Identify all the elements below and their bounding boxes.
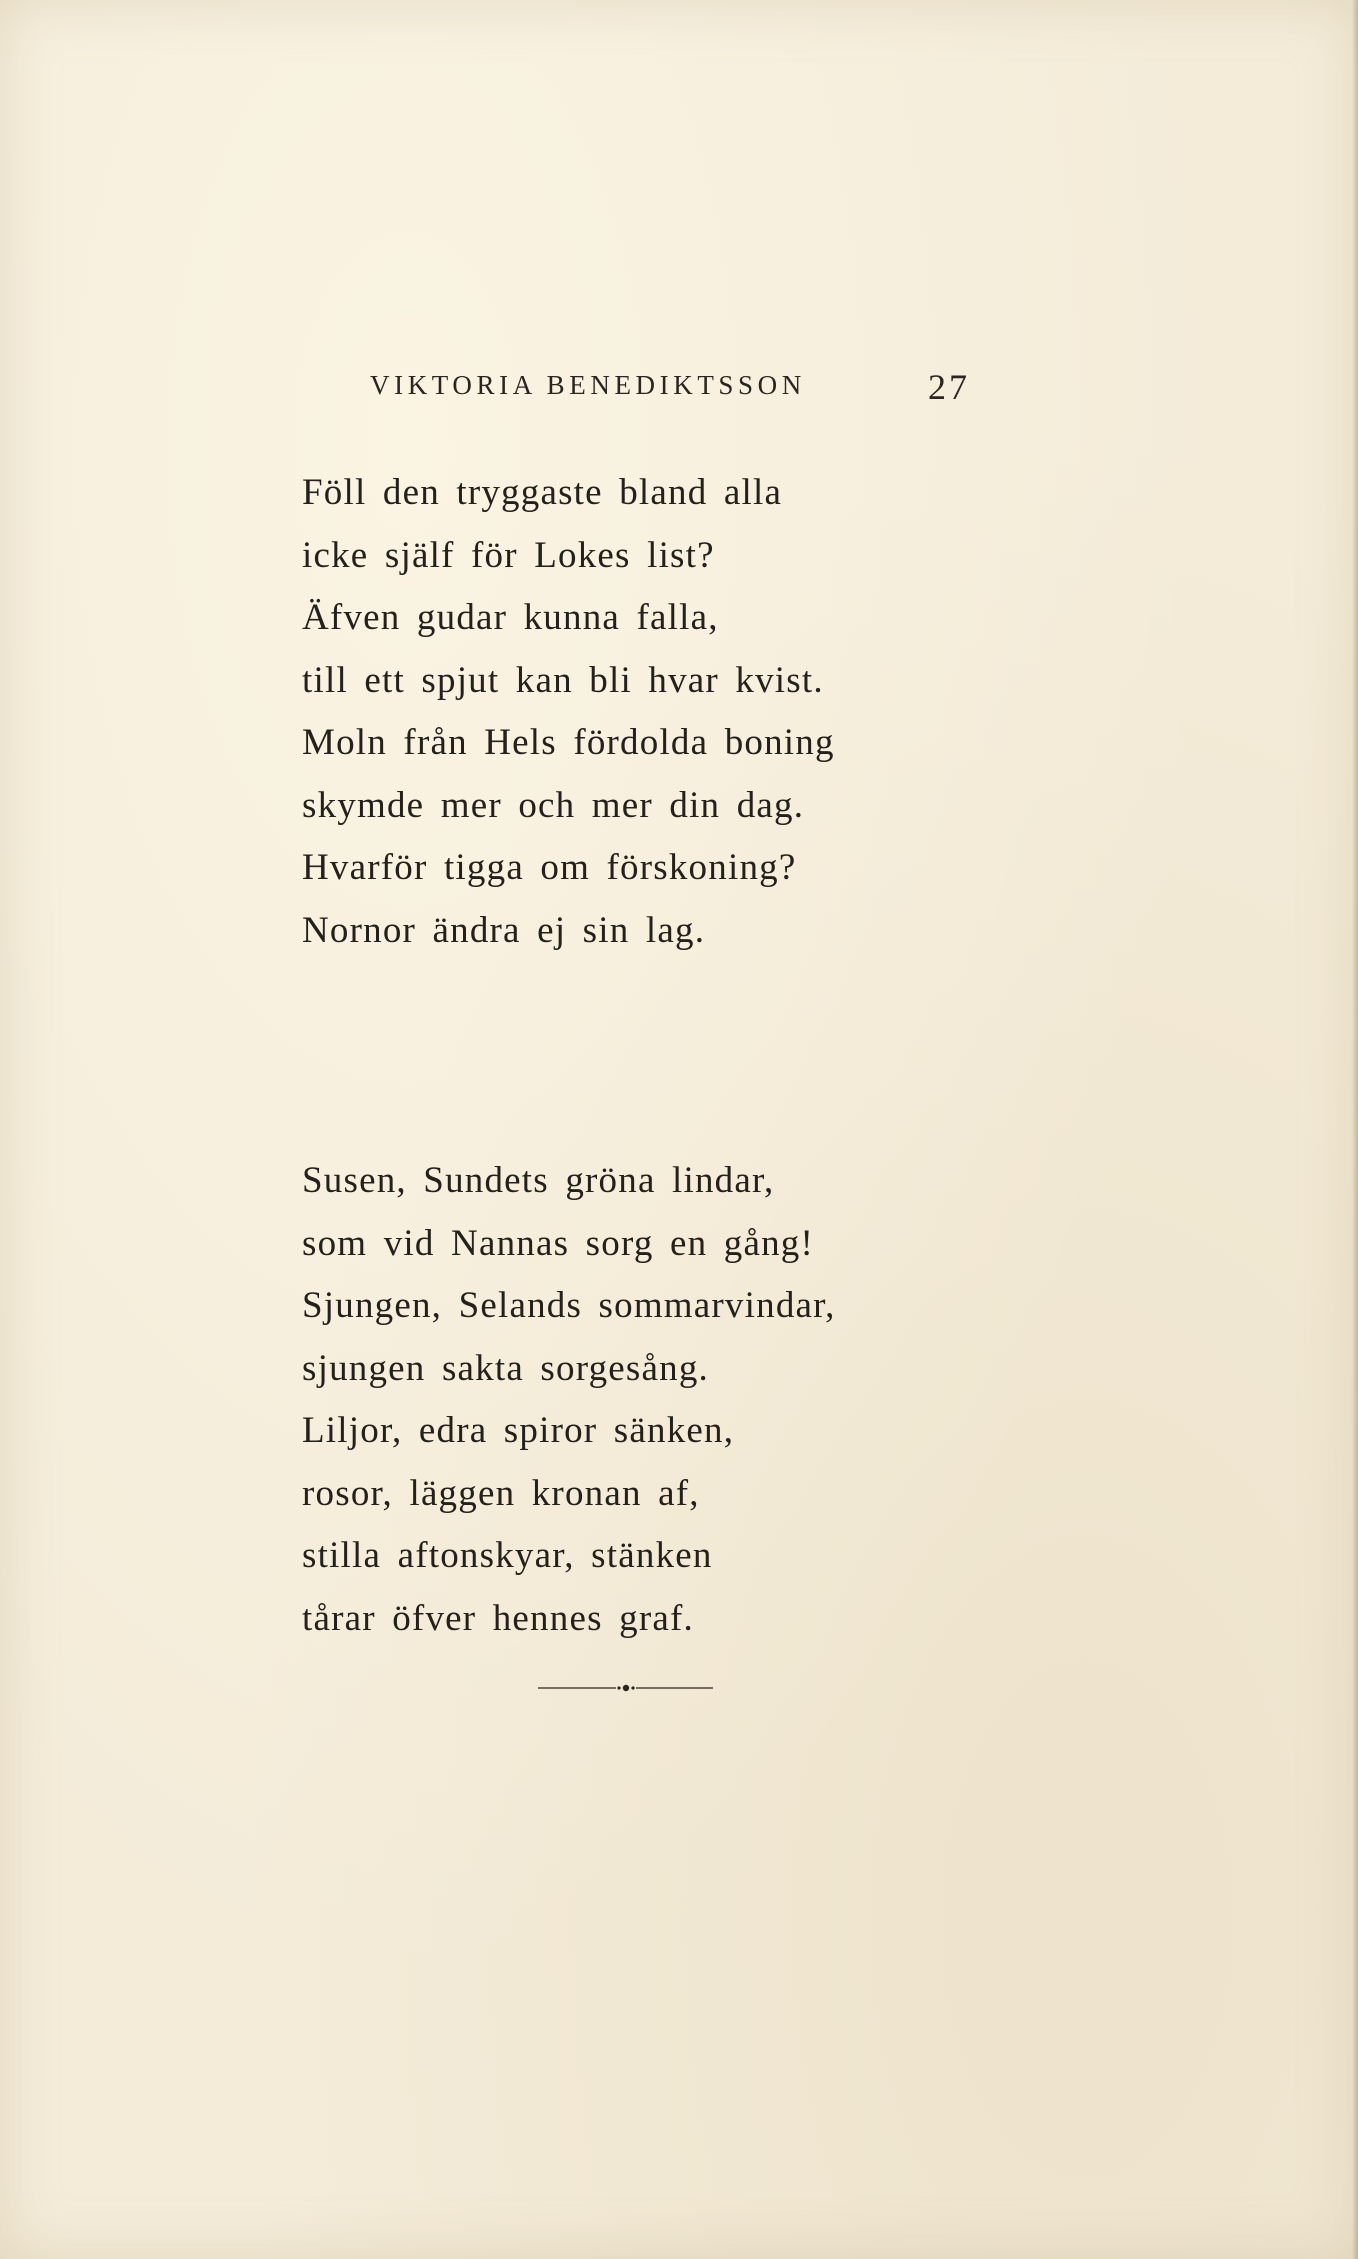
- poem-line: Susen, Sundets gröna lindar,: [302, 1160, 775, 1201]
- poem-line: Föll den tryggaste bland alla: [302, 472, 783, 513]
- poem-stanza-2: [302, 1150, 836, 1650]
- rule-with-dots-ornament-icon: [538, 1678, 713, 1698]
- poem-line: som vid Nannas sorg en gång!: [302, 1222, 814, 1264]
- poem-line: Hvarför tigga om förskoning?: [302, 847, 797, 888]
- poem-line: Liljor, edra spiror sänken,: [302, 1410, 735, 1451]
- running-head-author: VIKTORIA BENEDIKTSSON: [370, 370, 806, 400]
- poem-stanza-1: [302, 462, 835, 962]
- running-head: [370, 366, 970, 416]
- page-edge-shadow: [1352, 0, 1358, 2259]
- poem-line: stilla aftonskyar, stänken: [302, 1535, 713, 1576]
- poem-line: rosor, läggen kronan af,: [302, 1472, 700, 1514]
- poem-line: Sjungen, Selands sommarvindar,: [302, 1285, 836, 1326]
- poem-line: till ett spjut kan bli hvar kvist.: [302, 659, 824, 701]
- poem-line: Moln från Hels fördolda boning: [302, 722, 835, 763]
- poem-line: tårar öfver hennes graf.: [302, 1597, 694, 1639]
- poem-line: skymde mer och mer din dag.: [302, 784, 805, 826]
- poem-line: sjungen sakta sorgesång.: [302, 1347, 709, 1389]
- poem-line: Nornor ändra ej sin lag.: [302, 909, 706, 951]
- poem-line: icke själf för Lokes list?: [302, 534, 715, 576]
- page-number: 27: [928, 367, 970, 407]
- poem-line: Äfven gudar kunna falla,: [302, 597, 719, 638]
